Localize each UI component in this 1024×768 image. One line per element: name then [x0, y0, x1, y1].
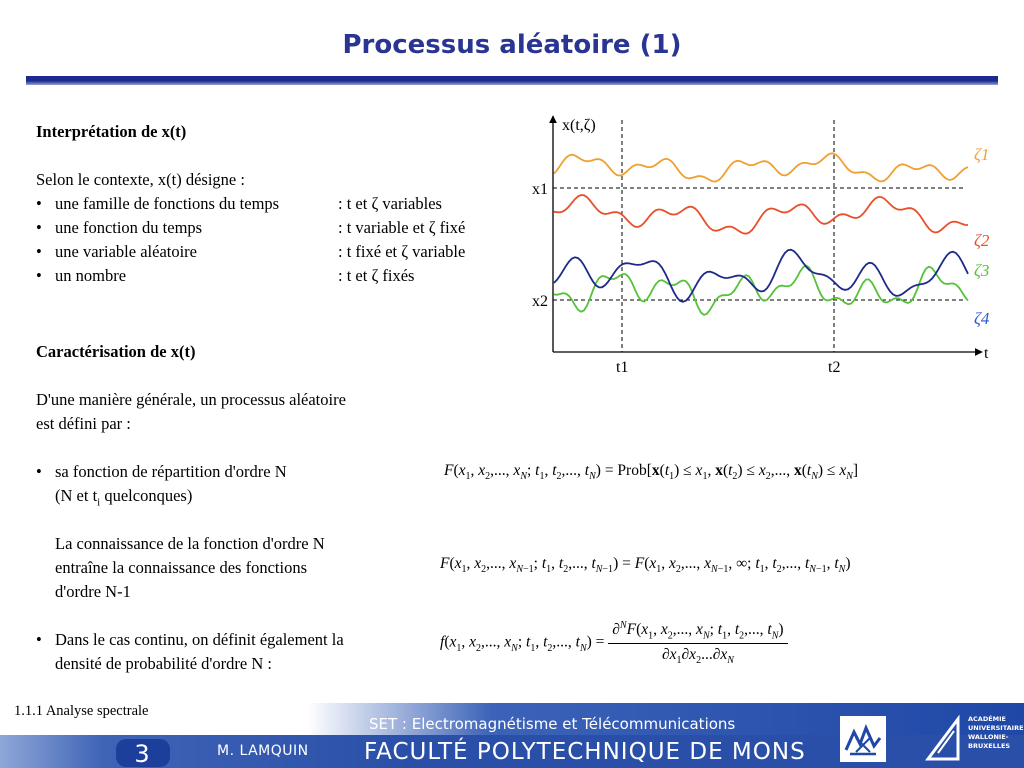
note-sub: i: [97, 496, 101, 509]
t2-label: t2: [828, 359, 841, 376]
section1-heading: Interprétation de x(t): [36, 122, 187, 141]
academie-line: UNIVERSITAIRE: [968, 724, 1024, 732]
zeta3-label: ζ3: [974, 261, 990, 280]
slide-title: Processus aléatoire (1): [342, 30, 682, 60]
academie-line: ACADÉMIE: [968, 715, 1006, 723]
bullet: •: [36, 462, 42, 481]
item-label: une variable aléatoire: [55, 242, 197, 261]
equation-marginal: $F(x_1$, $x_2$,..., $x_{N-1}$; $t_1$, $t_2$,..., $t_{N-1}) = F(x_1$, $x_2$,..., $x_{N-1}$, ∞; $t_1$, $t_2$,..., $t_{N-1}$, $t_N$): [440, 555, 851, 576]
bullet: •: [36, 194, 42, 213]
section-label: 1.1.1 Analyse spectrale: [14, 703, 149, 719]
section2-intro-line2: est défini par :: [36, 414, 131, 433]
bullet-densite-line2: densité de probabilité d'ordre N :: [55, 654, 272, 673]
bullet: •: [36, 266, 42, 285]
para-line2: entraîne la connaissance des fonctions: [55, 558, 307, 577]
equation-repartition: $F(x_1$, $x_2$,..., $x_N$; $t_1$, $t_2$,..., $t_N$) = $Prob[x(t_1) \le x_1$, $x(t_2) \le x_2$,..., $x(t_N) \le x_N$]: [444, 462, 859, 483]
t1-label: t1: [616, 359, 629, 376]
section2-intro-line1: D'une manière générale, un processus aléatoire: [36, 390, 346, 409]
bullet-repartition-note: [55, 484, 192, 514]
academie-text: [968, 715, 1024, 751]
section2-heading: Caractérisation de x(t): [36, 342, 196, 361]
course-title: SET : Electromagnétisme et Télécommunications: [369, 715, 736, 733]
note-part: (N et t: [55, 486, 98, 505]
item-def: : t fixé et ζ variable: [338, 242, 466, 261]
equation-densite: $f(x_1$, $x_2$,..., $x_N$; $t_1$, $t_2$,..., $t_N$) = $\frac{\partial^NF(x_1, x_2,..., x_N; t_1, t_2,..., t_N)}{\partial x_1\partial x_2...\partial x_N}$: [440, 620, 788, 666]
process-graph: [520, 108, 1000, 383]
bullet-text: Dans le cas continu, on définit également la: [55, 630, 344, 649]
fpms-logo-icon: [840, 716, 886, 762]
item-label: une famille de fonctions du temps: [55, 194, 280, 213]
bullet: •: [36, 242, 42, 261]
academie-line: WALLONIE-: [968, 733, 1009, 741]
item-label: un nombre: [55, 266, 127, 285]
item-def: : t et ζ fixés: [338, 266, 415, 285]
bullet: •: [36, 630, 42, 649]
item-def: : t et ζ variables: [338, 194, 442, 213]
title-rule: [26, 76, 998, 85]
zeta2-label: ζ2: [974, 231, 990, 250]
faculty-name: FACULTÉ POLYTECHNIQUE DE MONS: [364, 739, 806, 765]
x2-label: x2: [532, 293, 548, 310]
curves-group: [554, 153, 968, 315]
bullet-text: sa fonction de répartition d'ordre N: [55, 462, 287, 481]
x-axis-label: t: [984, 345, 989, 362]
page-number: 3: [134, 740, 150, 768]
footer: [0, 703, 1024, 768]
y-axis-label: x(t,ζ): [562, 117, 596, 134]
item-def: : t variable et ζ fixé: [338, 218, 466, 237]
curve-zeta4: [554, 250, 968, 302]
zeta1-label: ζ1: [974, 145, 990, 164]
para-line1: La connaissance de la fonction d'ordre N: [55, 534, 325, 553]
bullet: •: [36, 218, 42, 237]
academie-line: BRUXELLES: [968, 742, 1011, 750]
note-part: quelconques): [100, 486, 193, 505]
curve-zeta1: [554, 153, 968, 181]
zeta4-label: ζ4: [974, 309, 990, 328]
section1-intro: Selon le contexte, x(t) désigne :: [36, 170, 245, 189]
x1-label: x1: [532, 181, 548, 198]
item-label: une fonction du temps: [55, 218, 203, 237]
author: M. LAMQUIN: [217, 743, 309, 759]
curve-zeta2: [554, 195, 968, 234]
academie-logo-icon: [924, 713, 964, 765]
para-line3: d'ordre N-1: [55, 582, 131, 601]
